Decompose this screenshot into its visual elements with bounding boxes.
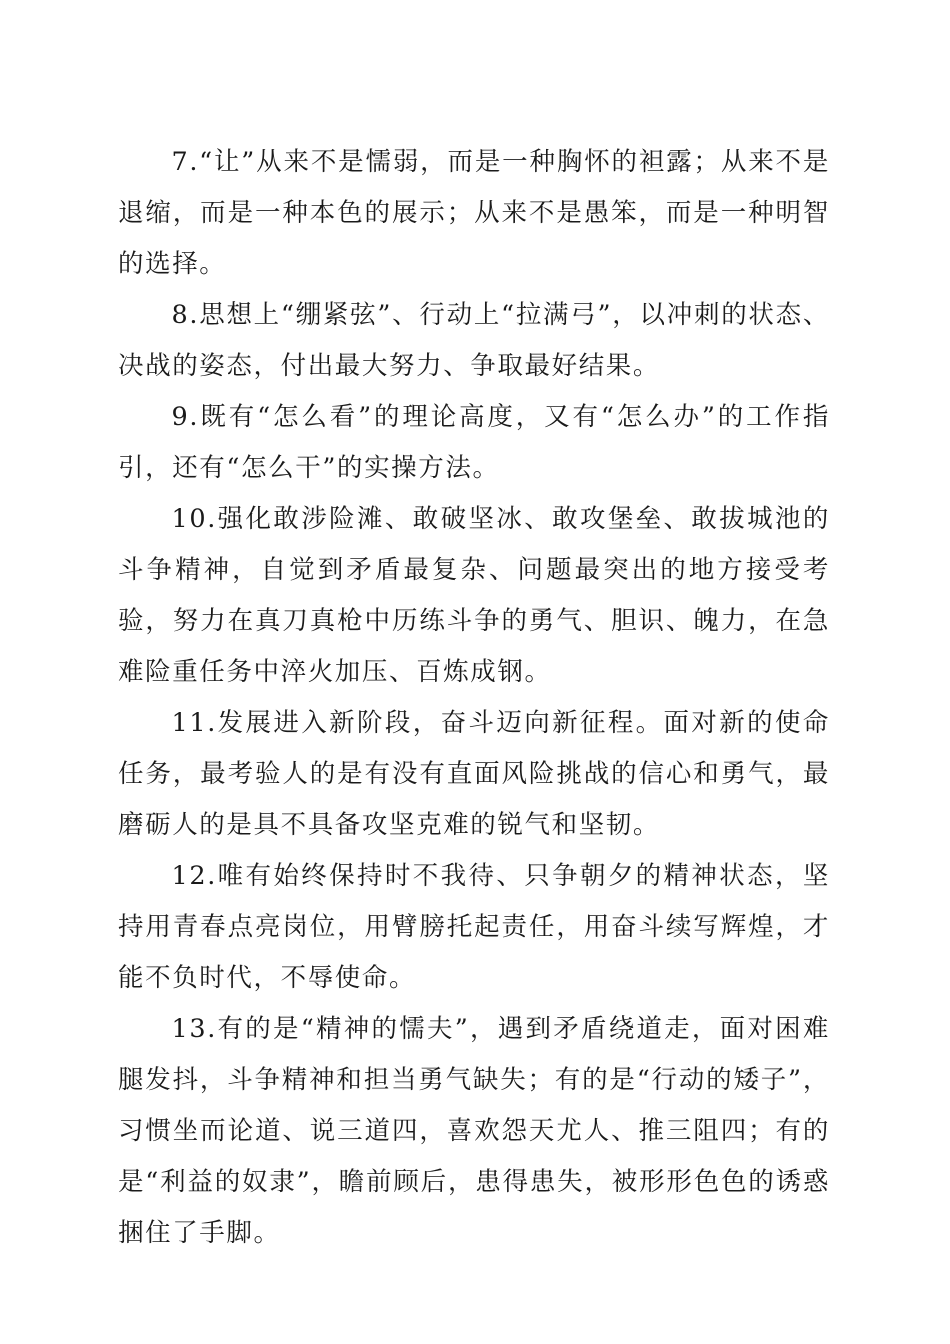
- document-body: [118, 137, 830, 1259]
- paragraph-8: 8.思想上“绷紧弦”、行动上“拉满弓”，以冲刺的状态、决战的姿态，付出最大努力、争取最好结果。: [118, 300, 830, 381]
- paragraph-10: 10.强化敢涉险滩、敢破坚冰、敢攻堡垒、敢拔城池的斗争精神，自觉到矛盾最复杂、问题最突出的地方接受考验，努力在真刀真枪中历练斗争的勇气、胆识、魄力，在急难险重任务中淬火加压、百炼成钢。: [118, 504, 830, 687]
- paragraph-7: 7.“让”从来不是懦弱，而是一种胸怀的袒露；从来不是退缩，而是一种本色的展示；从来不是愚笨，而是一种明智的选择。: [118, 147, 830, 279]
- paragraph-9: 9.既有“怎么看”的理论高度，又有“怎么办”的工作指引，还有“怎么干”的实操方法。: [118, 402, 830, 483]
- paragraph-13: 13.有的是“精神的懦夫”，遇到矛盾绕道走，面对困难腿发抖，斗争精神和担当勇气缺失；有的是“行动的矮子”，习惯坐而论道、说三道四，喜欢怨天尤人、推三阻四；有的是“利益的奴隶”，瞻前顾后，患得患失，被形形色色的诱惑捆住了手脚。: [118, 1014, 830, 1248]
- paragraph-12: 12.唯有始终保持时不我待、只争朝夕的精神状态，坚持用青春点亮岗位，用臂膀托起责任，用奋斗续写辉煌，才能不负时代，不辱使命。: [118, 861, 830, 993]
- paragraph-11: 11.发展进入新阶段，奋斗迈向新征程。面对新的使命任务，最考验人的是有没有直面风险挑战的信心和勇气，最磨砺人的是具不具备攻坚克难的锐气和坚韧。: [118, 708, 830, 840]
